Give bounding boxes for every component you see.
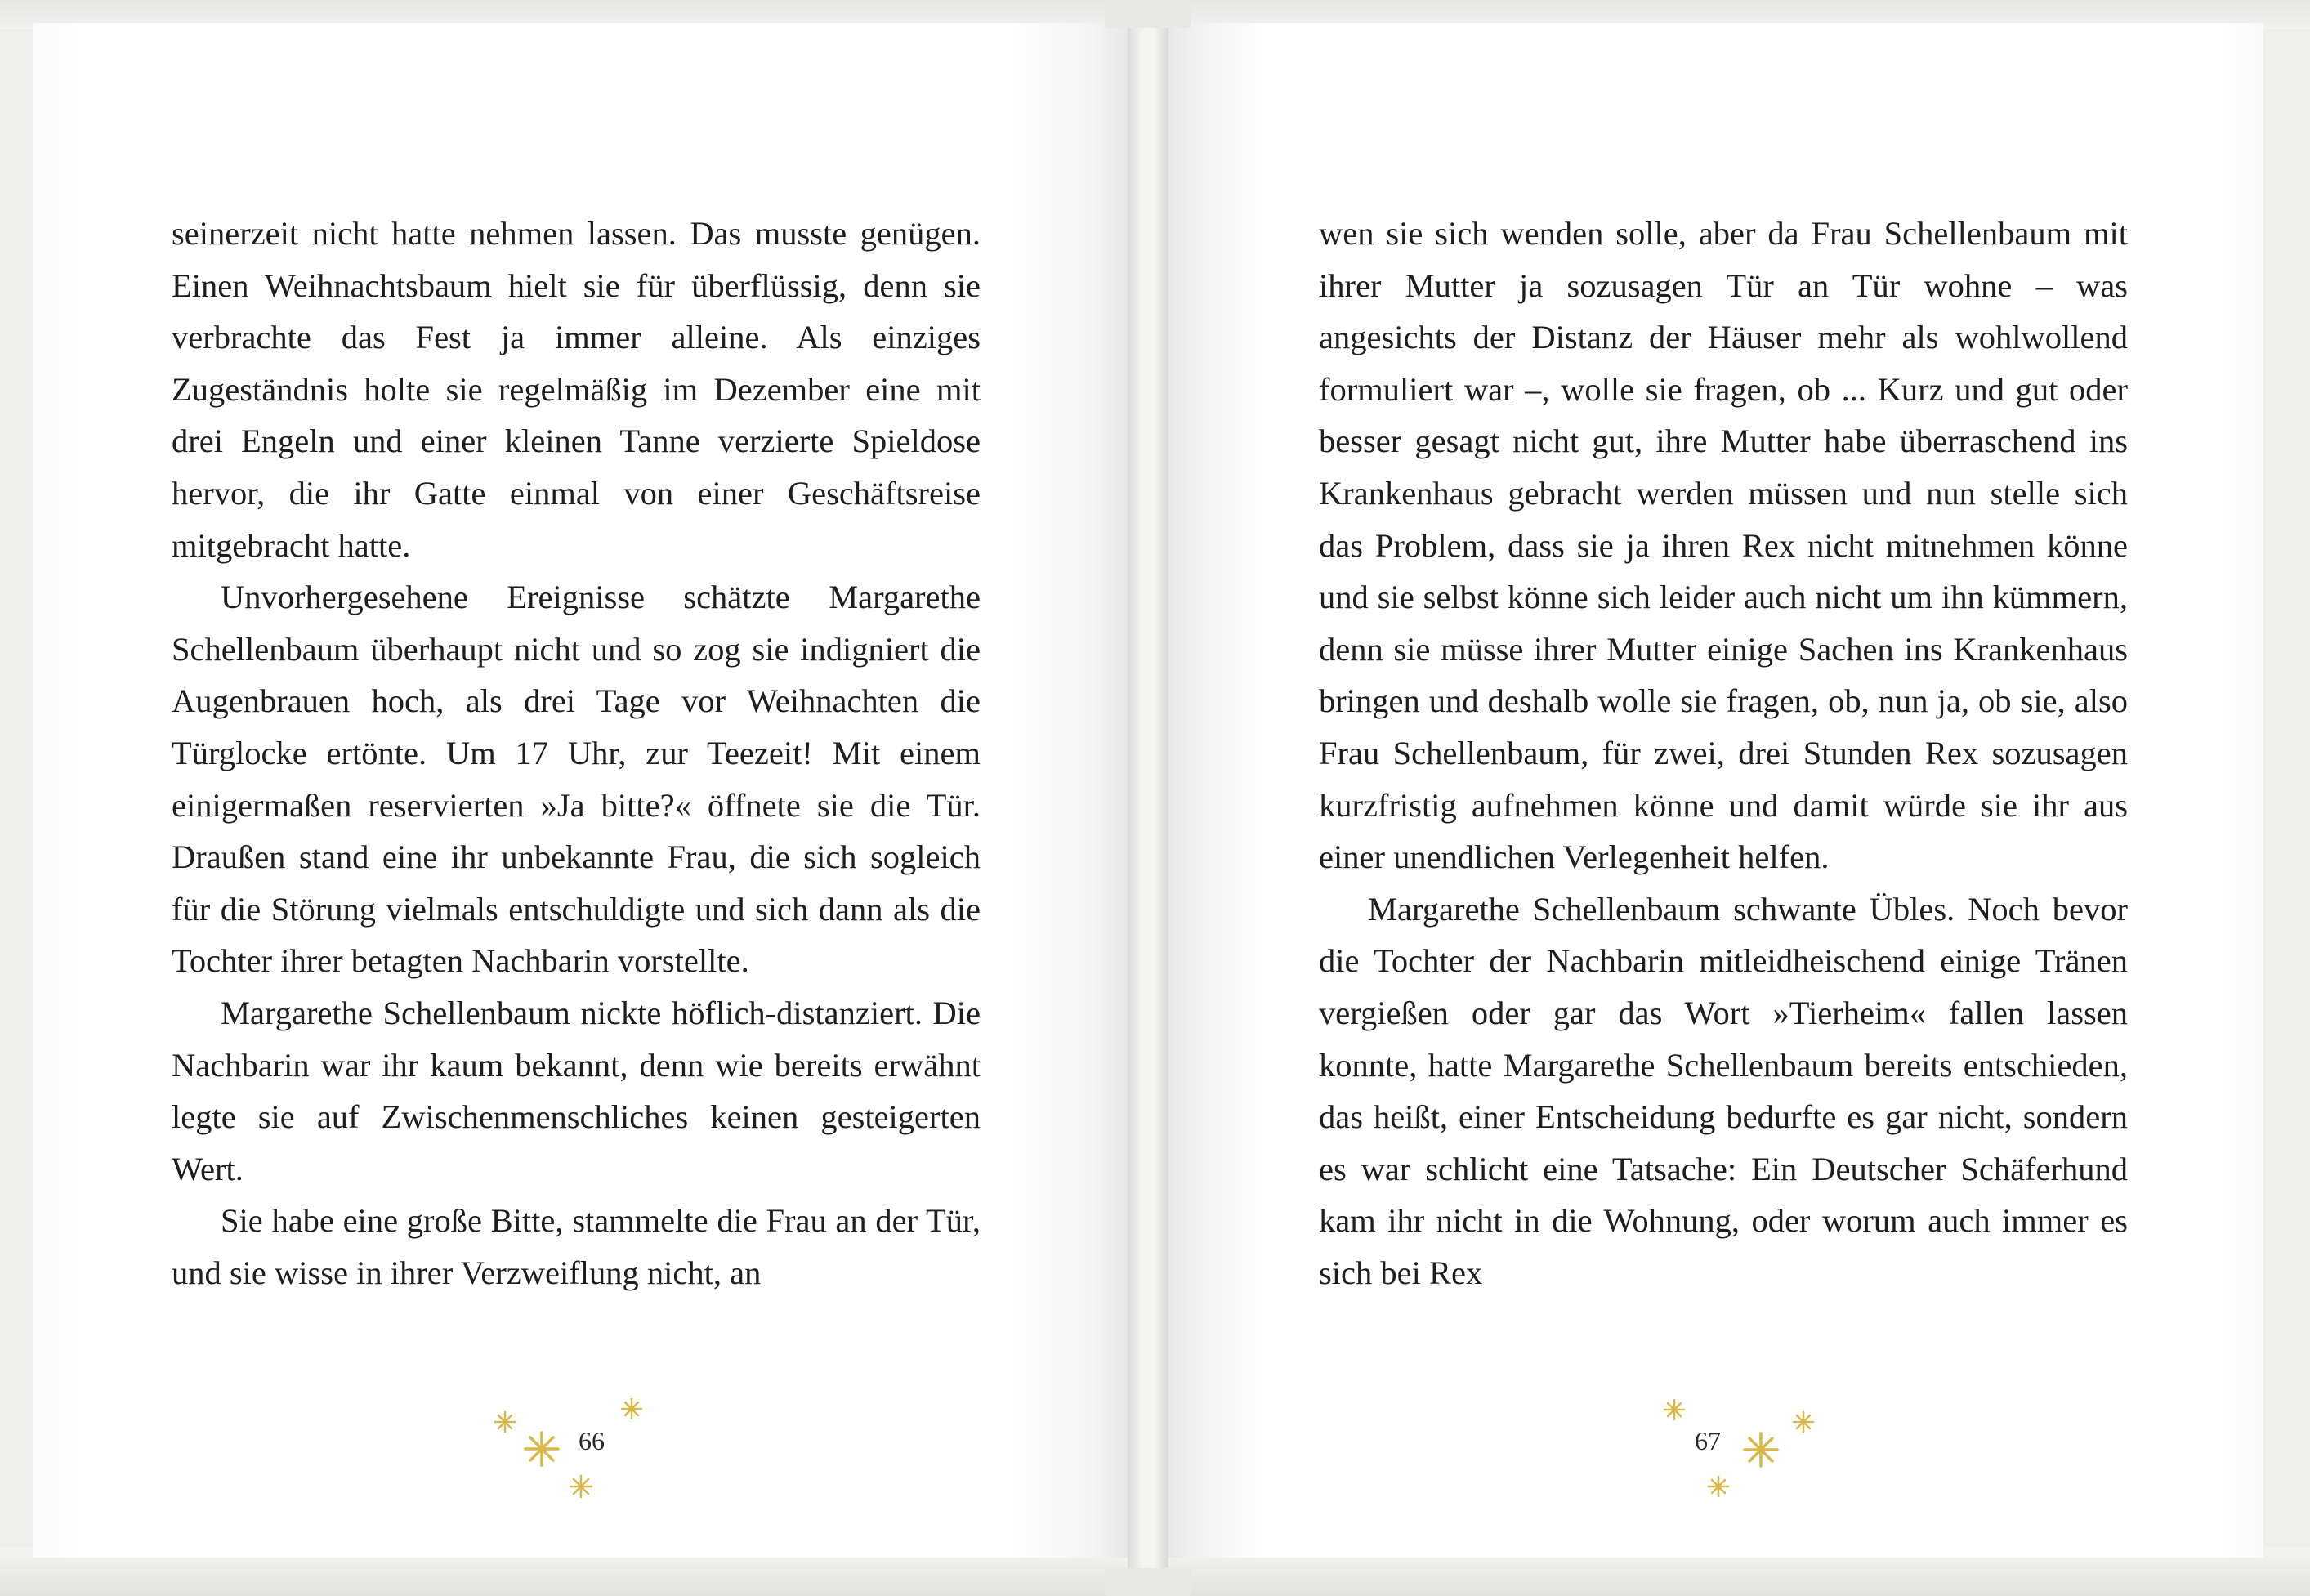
star-sparkle-icon <box>1789 1407 1818 1437</box>
left-paragraph-4: Sie habe eine große Bitte, stammelte die Frau an der Tür, und sie wisse in ihrer Verzweiflung nicht, an <box>172 1202 981 1291</box>
star-sparkle-icon <box>1660 1396 1688 1424</box>
star-sparkle-icon <box>618 1395 646 1423</box>
spine-cap-bottom <box>1105 1568 1191 1596</box>
star-sparkle-icon <box>1741 1430 1781 1469</box>
page-number-right: 67 <box>1695 1426 1721 1455</box>
spine-cap-top <box>1105 0 1191 28</box>
star-sparkle-icon <box>490 1407 520 1437</box>
left-paragraph-3: Margarethe Schellenbaum nickte höflich-distanziert. Die Nachbarin war ihr kaum bekannt, denn wie bereits erwähnt legte sie auf Zwischenmenschliches keinen gesteigerten Wert. <box>172 994 981 1187</box>
star-sparkle-icon <box>1705 1473 1732 1500</box>
book-gutter <box>1128 0 1168 1596</box>
right-page-text <box>1319 208 2128 1299</box>
star-sparkle-icon <box>566 1472 596 1501</box>
right-paragraph-2: Margarethe Schellenbaum schwante Übles. Noch bevor die Tochter der Nachbarin mitleidheischend einige Tränen vergießen oder gar das Wort »Tierheim« fallen lassen konnte, hatte Margarethe Schellenbaum bereits entschieden, das heißt, einer Entscheidung bedurfte es gar nicht, sondern es war schlicht eine Tatsache: Ein Deutscher Schäferhund kam ihr nicht in die Wohnung, oder worum auch immer es sich bei Rex <box>1319 890 2128 1291</box>
star-sparkle-icon <box>522 1429 561 1469</box>
left-page-text <box>172 208 981 1299</box>
left-paragraph-1: seinerzeit nicht hatte nehmen lassen. Das musste genügen. Einen Weihnachtsbaum hielt sie für überflüssig, denn sie verbrachte das Fest ja immer alleine. Als einziges Zugeständnis holte sie regelmäßig im Dezember eine mit drei Engeln und einer kleinen Tanne verzierte Spieldose hervor, die ihr Gatte einmal von einer Geschäftsreise mitgebracht hatte. <box>172 215 981 564</box>
right-paragraph-1: wen sie sich wenden solle, aber da Frau Schellenbaum mit ihrer Mutter ja sozusagen Tür an Tür wohne – was angesichts der Distanz der Häuser mehr als wohlwollend formuliert war –, wolle sie fragen, ob ... Kurz und gut oder besser gesagt nicht gut, ihre Mutter habe überraschend ins Krankenhaus gebracht werden müssen und nun stelle sich das Problem, dass sie ja ihren Rex nicht mitnehmen könne und sie selbst könne sich leider auch nicht um ihn kümmern, denn sie müsse ihrer Mutter einige Sachen ins Krankenhaus bringen und deshalb wolle sie fragen, ob, nun ja, ob sie, also Frau Schellenbaum, für zwei, drei Stunden Rex sozusagen kurzfristig aufnehmen könne und damit würde sie ihr aus einer unendlichen Verlegenheit helfen. <box>1319 215 2128 876</box>
page-number-left: 66 <box>579 1426 605 1455</box>
left-paragraph-2: Unvorhergesehene Ereignisse schätzte Margarethe Schellenbaum überhaupt nicht und so zog sie indigniert die Augenbrauen hoch, als drei Tage vor Weihnachten die Türglocke ertönte. Um 17 Uhr, zur Teezeit! Mit einem einigermaßen reservierten »Ja bitte?« öffnete sie die Tür. Draußen stand eine ihr unbekannte Frau, die sich sogleich für die Störung vielmals entschuldigte und sich dann als die Tochter ihrer betagten Nachbarin vorstellte. <box>172 579 981 980</box>
